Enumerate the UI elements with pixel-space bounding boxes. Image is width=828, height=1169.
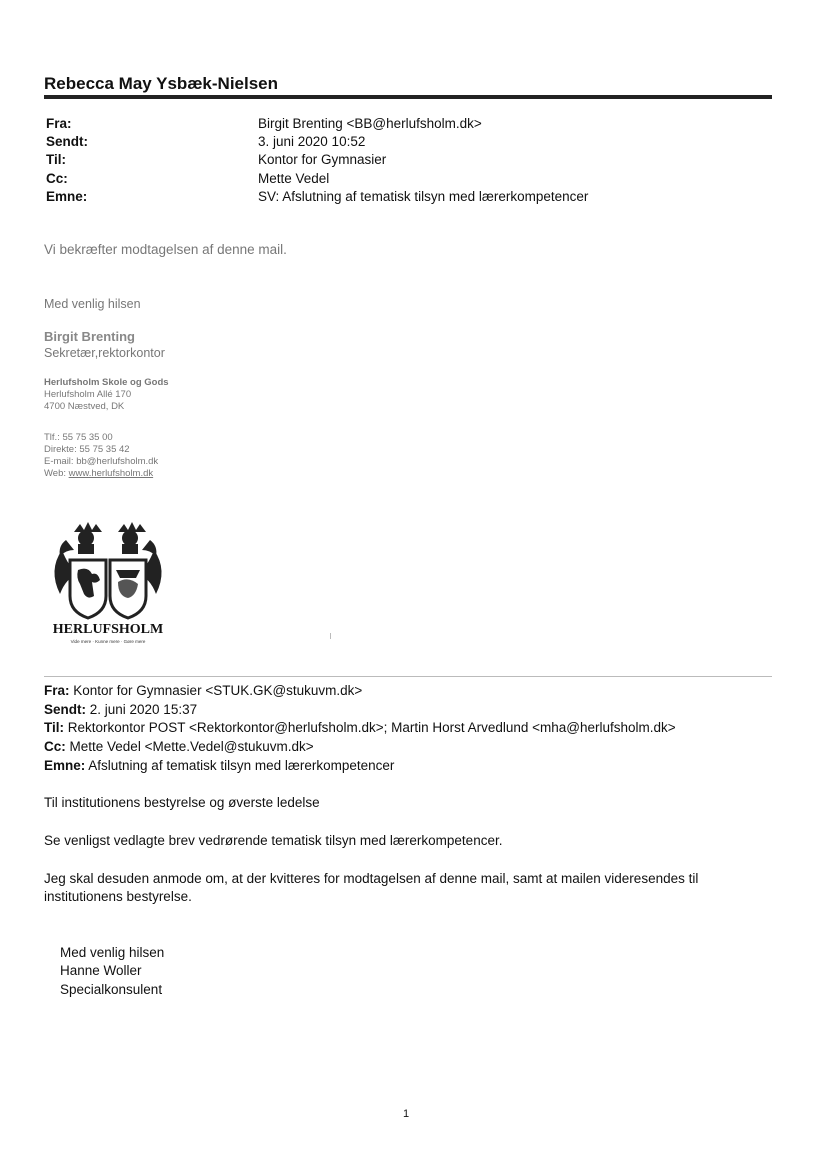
to-label: Til:: [46, 152, 66, 167]
signature-web: [44, 468, 158, 480]
signature-street: Herlufsholm Allé 170: [44, 389, 132, 400]
forward-divider: [44, 676, 772, 677]
signature-email: E-mail: bb@herlufsholm.dk: [44, 456, 159, 467]
fwd-to: [44, 720, 676, 735]
signature-name: Birgit Brenting: [44, 329, 135, 344]
sent-label: Sendt:: [46, 134, 88, 149]
web-link[interactable]: www.herlufsholm.dk: [68, 468, 154, 479]
cc-label: Cc:: [46, 171, 68, 186]
subject-label: Emne:: [46, 189, 88, 204]
logo-wordmark: HERLUFSHOLM: [52, 622, 164, 637]
signature-address: [44, 377, 169, 413]
message-signer-title: Specialkonsulent: [60, 982, 163, 997]
fwd-from-label: Fra:: [44, 683, 70, 698]
to-value: Kontor for Gymnasier: [258, 152, 387, 167]
fwd-sent-label: Sendt:: [44, 702, 86, 717]
message-paragraph-2-line-2: institutionens bestyrelse.: [44, 889, 192, 904]
message-paragraph-2-line-1: Jeg skal desuden anmode om, at der kvitteres for modtagelsen af denne mail, samt at mailen videresendes til: [44, 871, 699, 886]
header-rule: [44, 95, 772, 99]
fwd-cc-label: Cc:: [44, 739, 66, 754]
signature-title: Sekretær,rektorkontor: [44, 346, 165, 360]
signature-org: Herlufsholm Skole og Gods: [44, 377, 169, 388]
logo-tagline: Vide mere · Kunne mere · Gøre mere: [70, 639, 146, 644]
cc-value: Mette Vedel: [258, 171, 330, 186]
fwd-subject-value: Afslutning af tematisk tilsyn med lærerkompetencer: [85, 758, 395, 773]
fwd-from-value: Kontor for Gymnasier <STUK.GK@stukuvm.dk>: [69, 683, 363, 698]
from-value: Birgit Brenting <BB@herlufsholm.dk>: [258, 116, 482, 131]
confirmation-text: Vi bekræfter modtagelsen af denne mail.: [44, 242, 287, 257]
sender-name: Rebecca May Ysbæk-Nielsen: [44, 74, 279, 93]
signature-city: 4700 Næstved, DK: [44, 401, 125, 412]
herlufsholm-crest-logo: [44, 520, 172, 646]
fwd-sent: [44, 702, 197, 717]
page-number: 1: [403, 1108, 410, 1120]
web-label: Web:: [44, 468, 69, 479]
fwd-to-label: Til:: [44, 720, 64, 735]
signature-phone: Tlf.: 55 75 35 00: [44, 432, 113, 443]
fwd-subject: [44, 758, 394, 773]
reply-regards: Med venlig hilsen: [44, 297, 141, 311]
message-signoff: Med venlig hilsen: [60, 945, 165, 960]
message-signer: Hanne Woller: [60, 963, 142, 978]
message-salutation: Til institutionens bestyrelse og øverste ledelse: [44, 795, 320, 810]
from-label: Fra:: [46, 116, 72, 131]
signature-direct: Direkte: 55 75 35 42: [44, 444, 130, 455]
message-paragraph-1: Se venligst vedlagte brev vedrørende tematisk tilsyn med lærerkompetencer.: [44, 833, 503, 848]
fwd-sent-value: 2. juni 2020 15:37: [86, 702, 198, 717]
fwd-to-value: Rektorkontor POST <Rektorkontor@herlufsholm.dk>; Martin Horst Arvedlund <mha@herlufsholm.dk>: [64, 720, 676, 735]
scan-mark: [330, 633, 331, 639]
signature-contact: [44, 432, 158, 480]
fwd-cc: [44, 739, 314, 754]
subject-value: SV: Afslutning af tematisk tilsyn med lærerkompetencer: [258, 189, 589, 204]
fwd-cc-value: Mette Vedel <Mette.Vedel@stukuvm.dk>: [65, 739, 314, 754]
fwd-from: [44, 683, 362, 698]
fwd-subject-label: Emne:: [44, 758, 86, 773]
sent-value: 3. juni 2020 10:52: [258, 134, 366, 149]
